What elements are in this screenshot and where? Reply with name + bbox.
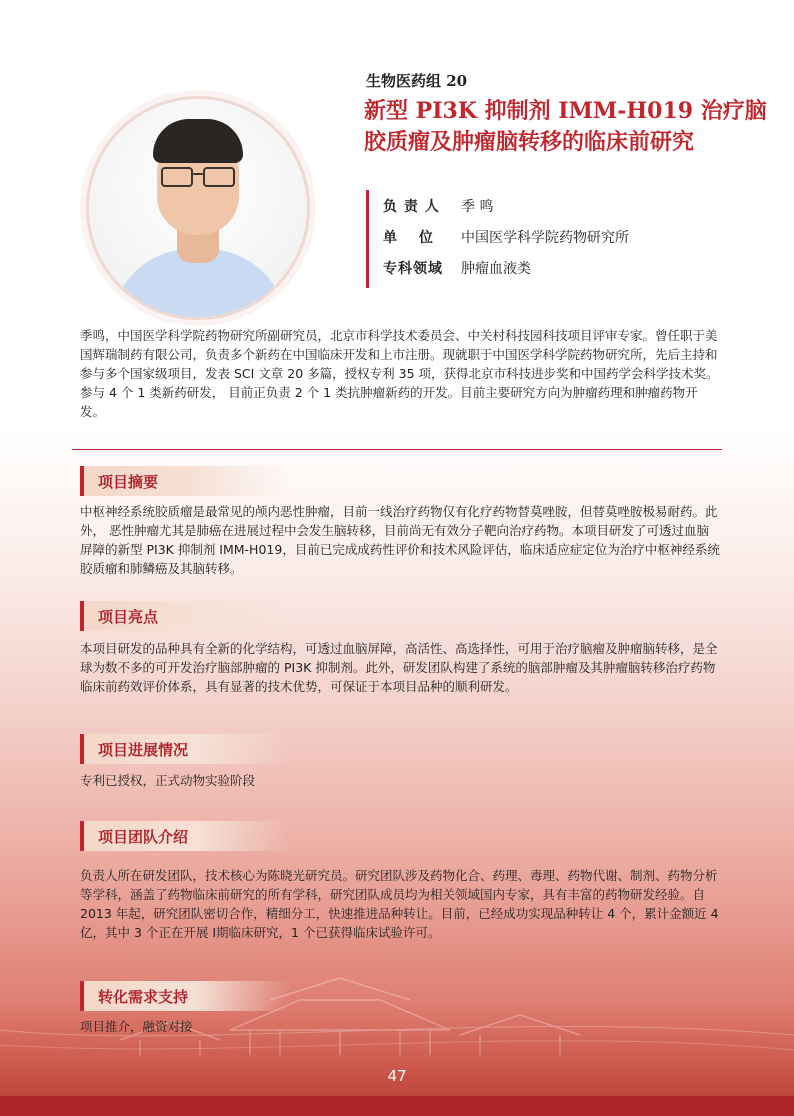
section-text-team: 负责人所在研发团队，技术核心为陈晓光研究员。研究团队涉及药物化合、药理、毒理、药物代谢、制剂、药物分析等学科，涵盖了药物临床前研究的所有学科，研究团队成员均为相关领域国内专家，具有丰富的药物研发经验。自 2013 年起，研究团队密切合作，精细分工，快速推进品种转让。目前，已经成功实现品种转让 4 个，累计金额近 4 亿，其中 3 个正在开展 I期临床研究，1 个已获得临床试验许可。 (80, 868, 719, 940)
section-title: 项目摘要 (98, 472, 159, 491)
footer-band (0, 1096, 794, 1116)
info-row-leader (383, 190, 629, 221)
info-block (366, 190, 629, 288)
info-row-field (383, 252, 629, 283)
group-label: 生物医药组 20 (366, 72, 468, 90)
section-text-progress: 专利已授权，正式动物实验阶段 (80, 773, 256, 788)
portrait-photo (86, 96, 310, 320)
info-label: 单 位 (383, 229, 434, 246)
section-text-needs: 项目推介，融资对接 (80, 1019, 193, 1034)
section-text-summary: 中枢神经系统胶质瘤是最常见的颅内恶性肿瘤，目前一线治疗药物仅有化疗药物替莫唑胺，但替莫唑胺极易耐药。此外， 恶性肿瘤尤其是肺癌在进展过程中会发生脑转移，目前尚无有效分子靶向治疗药物。本项目研发了可透过血脑屏障的新型 PI3K 抑制剂 IMM-H019，目前已完成成药性评价和技术风险评估，临床适应症定位为治疗中枢神经系统胶质瘤和肺鳞癌及其脑转移。 (80, 504, 720, 576)
section-heading-needs (80, 981, 290, 1011)
section-heading-progress (80, 734, 290, 764)
info-row-unit (383, 221, 629, 252)
page-number: 47 (387, 1067, 407, 1085)
project-title (364, 96, 774, 158)
section-title: 项目亮点 (98, 607, 159, 626)
info-value: 肿瘤血液类 (461, 260, 531, 277)
info-label: 负 责 人 (383, 198, 440, 215)
section-heading-team (80, 821, 290, 851)
info-value: 季 鸣 (461, 198, 494, 215)
section-title: 转化需求支持 (98, 987, 189, 1006)
info-label: 专科领域 (383, 260, 443, 277)
section-title: 项目进展情况 (98, 740, 189, 759)
section-text-highlights: 本项目研发的品种具有全新的化学结构，可透过血脑屏障，高活性、高选择性，可用于治疗脑瘤及肿瘤脑转移，是全球为数不多的可开发治疗脑部肿瘤的 PI3K 抑制剂。此外，研发团队构建了系统的脑部肿瘤及其肿瘤脑转移治疗药物临床前药效评价体系，具有显著的技术优势，可保证于本项目品种的顺利研发。 (80, 641, 718, 694)
section-title: 项目团队介绍 (98, 827, 189, 846)
divider (72, 449, 722, 450)
title-line-2: 胶质瘤及肿瘤脑转移的临床前研究 (364, 129, 695, 155)
section-heading-highlights (80, 601, 290, 631)
section-heading-summary (80, 466, 290, 496)
bio-paragraph: 季鸣，中国医学科学院药物研究所副研究员，北京市科学技术委员会、中关村科技园科技项目评审专家。曾任职于美国辉瑞制药有限公司，负责多个新药在中国临床开发和上市注册。现就职于中国医学科学院药物研究所，先后主持和参与多个国家级项目，发表 SCI 文章 20 多篇，授权专利 35 项，获得北京市科技进步奖和中国药学会科学技术奖。参与 4 个 1 类新药研发， 目前正负责 2 个 1 类抗肿瘤新药的开发。目前主要研究方向为肿瘤药理和肿瘤药物开发。 (80, 328, 719, 419)
title-line-1: 新型 PI3K 抑制剂 IMM-H019 治疗脑 (364, 98, 767, 124)
info-value: 中国医学科学院药物研究所 (461, 229, 629, 246)
